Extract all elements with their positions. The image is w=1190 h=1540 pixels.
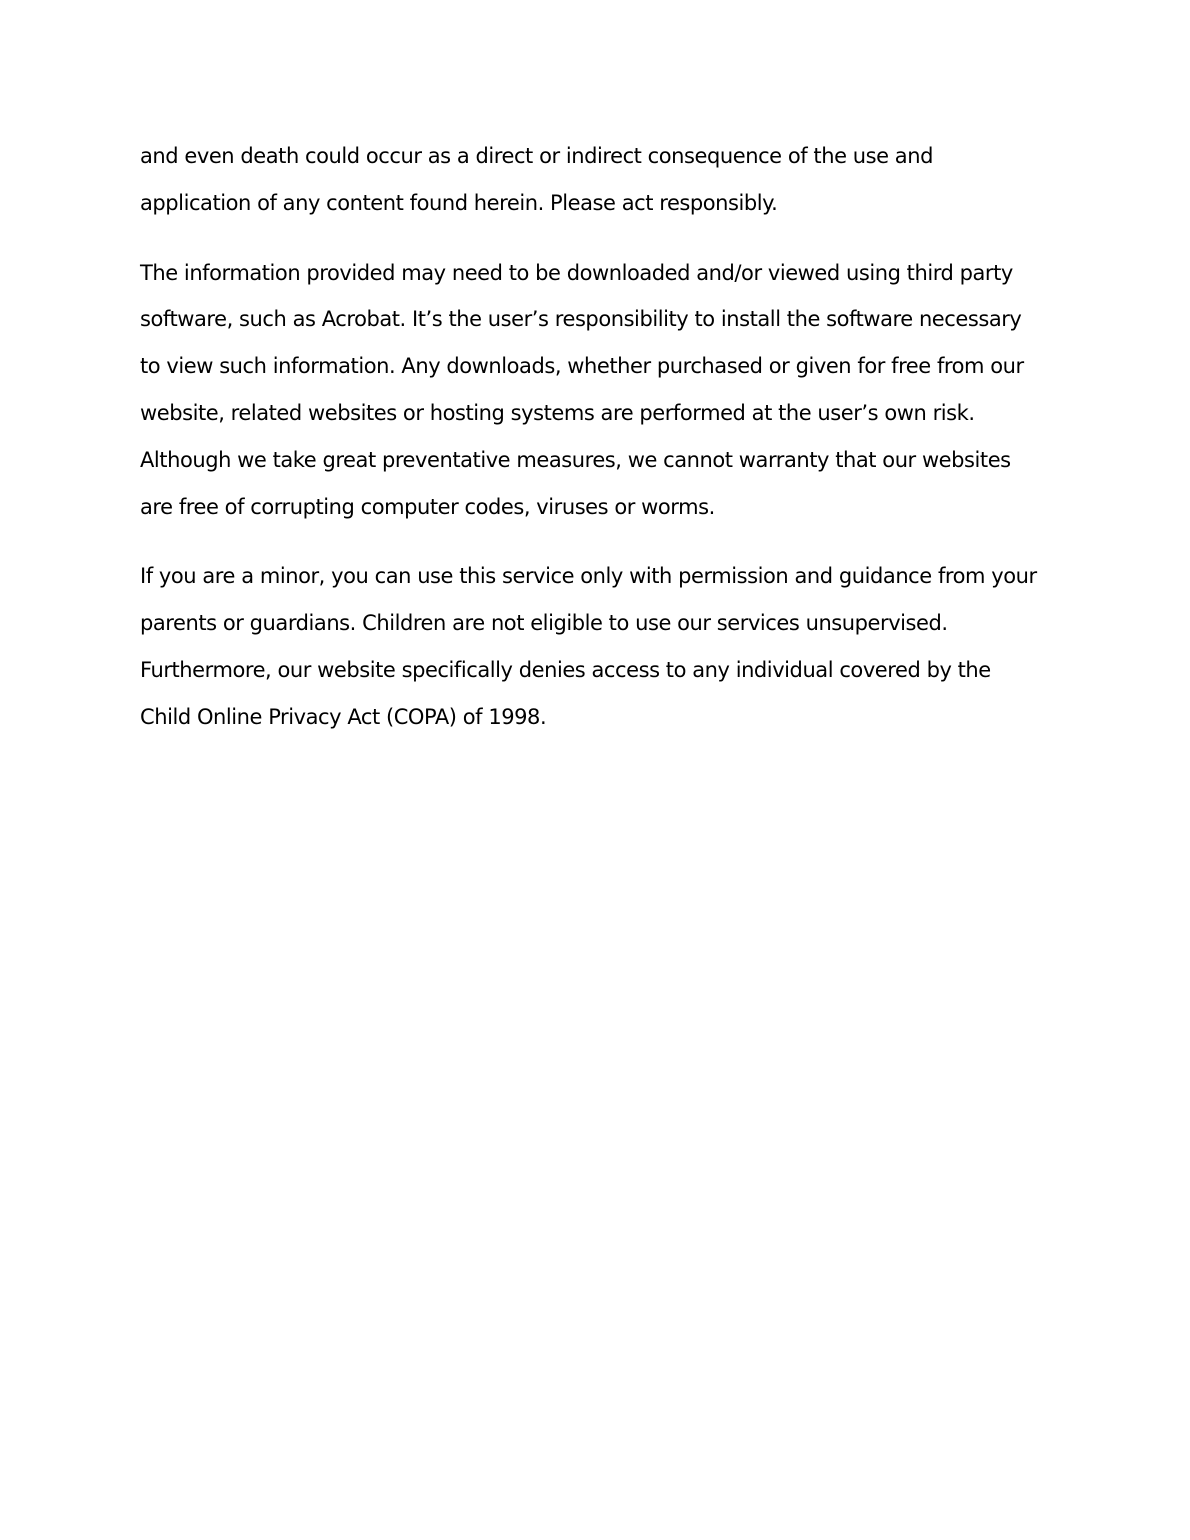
- paragraph-liability: [140, 133, 1070, 227]
- text-line: and even death could occur as a direct or indirect consequence of the use and: [140, 144, 933, 168]
- text-line: Although we take great preventative measures, we cannot warranty that our websites: [140, 447, 1011, 472]
- text-line: website, related websites or hosting systems are performed at the user’s own risk.: [140, 400, 975, 425]
- text-line: Child Online Privacy Act (COPA) of 1998.: [140, 704, 547, 729]
- text-line: are free of corrupting computer codes, viruses or worms.: [140, 494, 715, 519]
- text-line: The information provided may need to be downloaded and/or viewed using third party: [140, 260, 1013, 285]
- text-line: parents or guardians. Children are not eligible to use our services unsupervised.: [140, 611, 948, 636]
- text-line: to view such information. Any downloads, whether purchased or given for free from our: [140, 354, 1024, 379]
- text-line: Furthermore, our website specifically denies access to any individual covered by the: [140, 657, 991, 682]
- text-line: If you are a minor, you can use this service only with permission and guidance from your: [140, 564, 1037, 589]
- paragraph-minors: [140, 553, 1070, 740]
- paragraph-third-party-software: [140, 250, 1070, 531]
- document-body: [140, 133, 1070, 764]
- text-line: software, such as Acrobat. It’s the user’s responsibility to install the software necessary: [140, 307, 1022, 332]
- text-line: application of any content found herein. Please act responsibly.: [140, 190, 778, 215]
